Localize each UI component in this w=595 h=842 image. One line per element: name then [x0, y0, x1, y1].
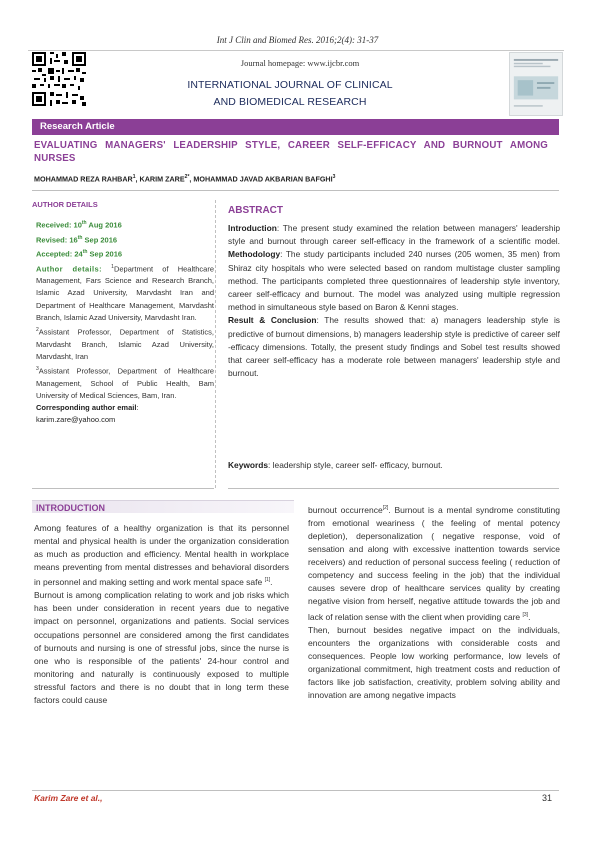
- author-mark: 2*: [184, 174, 190, 180]
- qr-code-icon: [32, 52, 86, 106]
- authors-divider: [32, 190, 559, 191]
- introduction-heading: INTRODUCTION: [36, 503, 105, 513]
- article-dates: [32, 217, 214, 261]
- abstract-section: [228, 205, 560, 380]
- abstract-intro: : The present study examined the relation between managers' leadership style and burnout through career self-efficacy in the framework of a scientific model.: [228, 223, 560, 247]
- abstract-method: : The study participants included 240 nurses (205 women, 35 men) from Shiraz city hospitals who were selected based on random multistage cluster sampling method. The participants completed three questionnaires of leadership style inventory, career self-efficacy and burnout. The model was analyzed using multiple regression method in simultaneous style based on Baron & Kenni stages.: [228, 249, 560, 313]
- accepted-date: Accepted: 24th Sep 2016: [36, 249, 123, 259]
- author-mark: 3: [332, 174, 336, 180]
- section-label-bar: [32, 119, 559, 135]
- author-name: MOHAMMAD JAVAD AKBARIAN BAFGHI: [193, 174, 333, 184]
- journal-name-line2: AND BIOMEDICAL RESEARCH: [213, 96, 367, 108]
- author-name: MOHAMMAD REZA RAHBAR: [34, 174, 133, 184]
- affiliation-3: $^3$Assistant Professor, Department of Healthcare Management, School of Public Health, Bam University of Medical Sciences, Bam, Iran.: [36, 366, 214, 401]
- footer-divider: [32, 790, 559, 791]
- abstract-method-label: Methodology: [228, 249, 281, 260]
- citation[interactable]: [1]: [264, 577, 271, 584]
- author-details-panel: [32, 200, 214, 426]
- author-separator: ,: [135, 174, 140, 184]
- running-head: Int J Clin and Biomed Res. 2016;2(4): 31-37: [216, 35, 379, 45]
- journal-cover-thumbnail: [509, 52, 563, 116]
- paragraph: burnout occurrence[2]. Burnout is a mental syndrome constituting from emotional weariness ( the feeling of mental potency depletion), depersonalization ( negative response, void of sensation and along with excessive inattention towards service receivers) and reduction of personal success feeling ( reduction of competency and success feeling in the job) that the individual causes severe drop of healthcare services quality by creating negative vision from herself, negative attitude towards the job and lack of relation sense with the client when providing care [3].: [308, 504, 560, 622]
- journal-name-line1: INTERNATIONAL JOURNAL OF CLINICAL: [187, 79, 393, 91]
- author-details-heading: AUTHOR DETAILS: [32, 200, 98, 209]
- footer-author: Karim Zare et al.,: [34, 793, 103, 803]
- journal-name: [140, 77, 440, 111]
- abstract-heading: ABSTRACT: [228, 205, 283, 216]
- corresponding-email[interactable]: karim.zare@yahoo.com: [36, 415, 116, 425]
- keywords: [228, 460, 560, 470]
- author-affiliations: [36, 261, 214, 403]
- section-label: Research Article: [40, 121, 115, 132]
- revised-date: Revised: 16th Sep 2016: [36, 234, 118, 244]
- author-name: KARIM ZARE: [139, 174, 185, 184]
- page-number: 31: [541, 793, 552, 803]
- author-details-divider: [32, 488, 214, 489]
- abstract-divider: [228, 488, 559, 489]
- paragraph: Among features of a healthy organization is that its personnel mental and physical health is under the organization consideration as much as production and efficiency. Mental health in workplace means preventing from mental distresses and behavioral disorders in personnel and making setting and work mental space safe [1].: [34, 523, 289, 588]
- author-mark: 1: [132, 174, 136, 180]
- abstract-result-label: Result & Conclusion: [228, 315, 317, 326]
- affiliation-label: Author details:: [36, 264, 102, 273]
- citation[interactable]: [2]: [382, 505, 389, 511]
- journal-homepage: Journal homepage: www.ijcbr.com: [240, 58, 360, 68]
- keywords-label: Keywords: [228, 460, 269, 470]
- corresponding-label: Corresponding author email: [36, 403, 137, 413]
- article-title-line1: EVALUATING MANAGERS' LEADERSHIP STYLE, CAREER SELF-EFFICACY AND BURNOUT AMONG: [34, 140, 548, 151]
- author-list: [34, 174, 554, 183]
- citation[interactable]: [3]: [522, 611, 529, 618]
- corresponding-author: Corresponding author email: karim.zare@yahoo.com: [36, 402, 214, 426]
- article-title: [34, 139, 548, 165]
- author-separator: ,: [189, 174, 194, 184]
- article-title-line2: NURSES: [34, 153, 76, 164]
- body-column-right: [308, 502, 560, 702]
- abstract-body: [228, 222, 560, 380]
- abstract-result: : The results showed that: a) managers leadership style is predictive of burnout dimensions, b) managers leadership style is predictive of career self -efficacy dimensions. Totally, the present study findings and Sobel test results showed that career self-efficacy has a moderate role between managers' leadership style and burnout.: [228, 315, 560, 379]
- affiliation-1: Author details: $^1$Department of Healthcare Management, Fars Science and Research Branch, Islamic Azad University, Marvdasht Iran and Department of Healthcare Management, Marvdasht Branch, Islamic Azad University, Marvdasht Iran.: [36, 263, 214, 322]
- column-separator: [215, 200, 216, 488]
- paragraph: Burnout is among complication relating to work and job risks which has been under consideration in recent years due to negative impact on personnel, organizations and patients. Social services occupations personnel are considered among the first candidates of burnouts and nursing is one of stressful jobs, since the nurse is one who is responsible of the patients' 24-hour control and monitoring and naturally is continuously exposed to multiple stressful factors and there is no doubt that in long term these factors could cause: [34, 590, 289, 706]
- body-column-left: [34, 522, 289, 707]
- abstract-intro-label: Introduction: [228, 223, 277, 233]
- received-date: Received: 10th Aug 2016: [36, 220, 122, 230]
- header-divider: [28, 50, 564, 51]
- keywords-list: : leadership style, career self- efficacy, burnout.: [268, 460, 443, 470]
- paragraph: Then, burnout besides negative impact on the individuals, encounters the organizations with considerable costs and consequences. People low working performance, low levels of organizational commitment, high treatment costs and reduction of factors like job satisfaction, creativity, problem solving ability and innovation are among negative impacts: [308, 624, 560, 700]
- affiliation-2: $^2$Assistant Professor, Department of Statistics, Marvdasht Branch, Islamic Azad University, Marvdasht, Iran: [36, 327, 214, 361]
